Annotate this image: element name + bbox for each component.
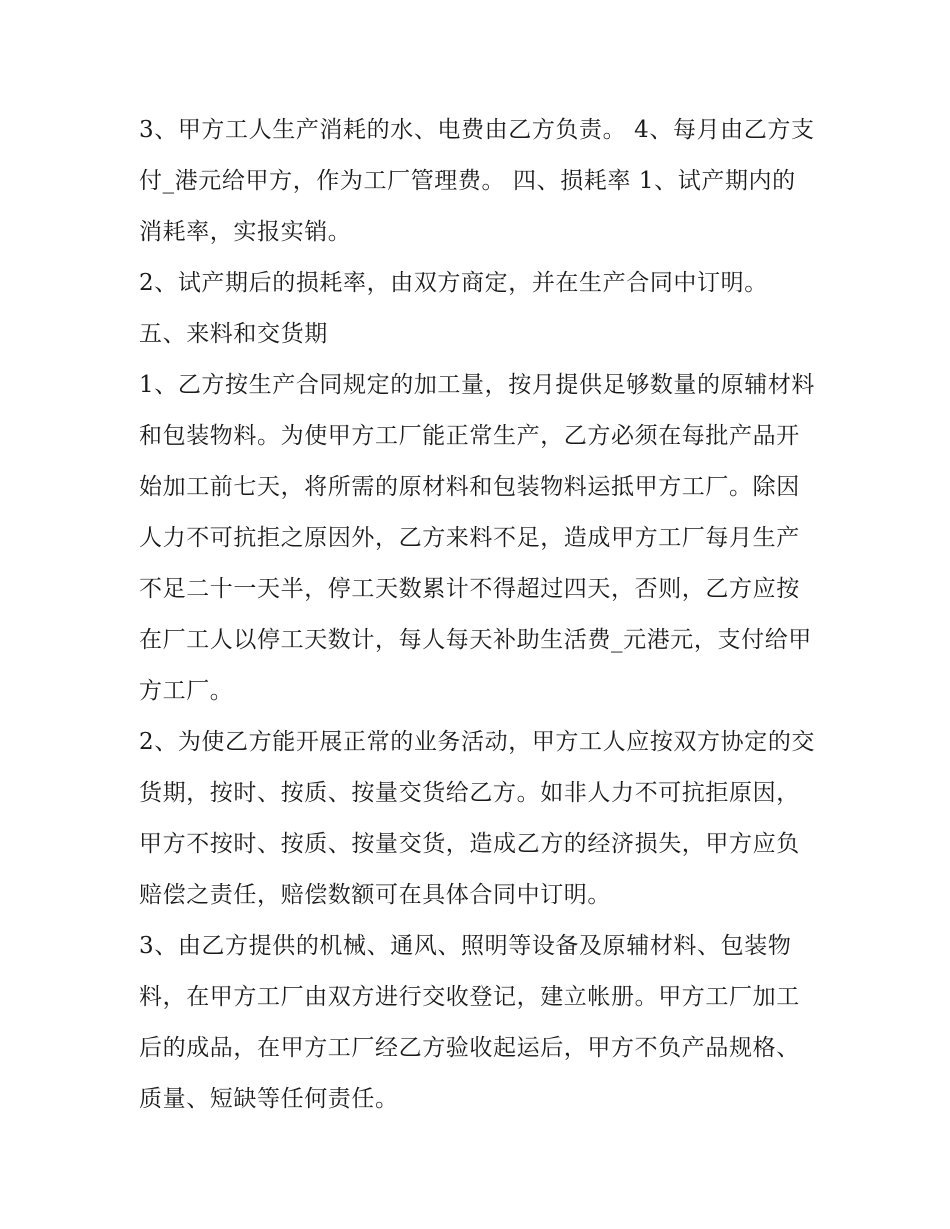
paragraph-delivery-schedule: 2、为使乙方能开展正常的业务活动，甲方工人应按双方协定的交货期，按时、按质、按量交货给乙方。如非人力不可抗拒原因，甲方不按时、按质、按量交货，造成乙方的经济损失，甲方应负赔偿之责任，赔偿数额可在具体合同中订明。	[139, 729, 816, 908]
section-heading-materials-and-delivery: 五、来料和交货期	[139, 321, 328, 347]
paragraph-utilities-and-loss-rate: 3、甲方工人生产消耗的水、电费由乙方负责。 4、每月由乙方支付_港元给甲方，作为工厂管理费。 四、损耗率 1、试产期内的消耗率，实报实销。	[139, 117, 815, 245]
document-body	[139, 105, 819, 1125]
paragraph-post-trial-loss-rate: 2、试产期后的损耗率，由双方商定，并在生产合同中订明。	[139, 270, 768, 296]
paragraph-equipment-registration: 3、由乙方提供的机械、通风、照明等设备及原辅材料、包装物料，在甲方工厂由双方进行交收登记，建立帐册。甲方工厂加工后的成品，在甲方工厂经乙方验收起运后，甲方不负产品规格、质量、短缺等任何责任。	[139, 933, 800, 1112]
paragraph-materials-supply: 1、乙方按生产合同规定的加工量，按月提供足够数量的原辅材料和包装物料。为使甲方工厂能正常生产，乙方必须在每批产品开始加工前七天，将所需的原材料和包装物料运抵甲方工厂。除因人力不可抗拒之原因外，乙方来料不足，造成甲方工厂每月生产不足二十一天半，停工天数累计不得超过四天，否则，乙方应按在厂工人以停工天数计，每人每天补助生活费_元港元，支付给甲方工厂。	[139, 372, 816, 704]
